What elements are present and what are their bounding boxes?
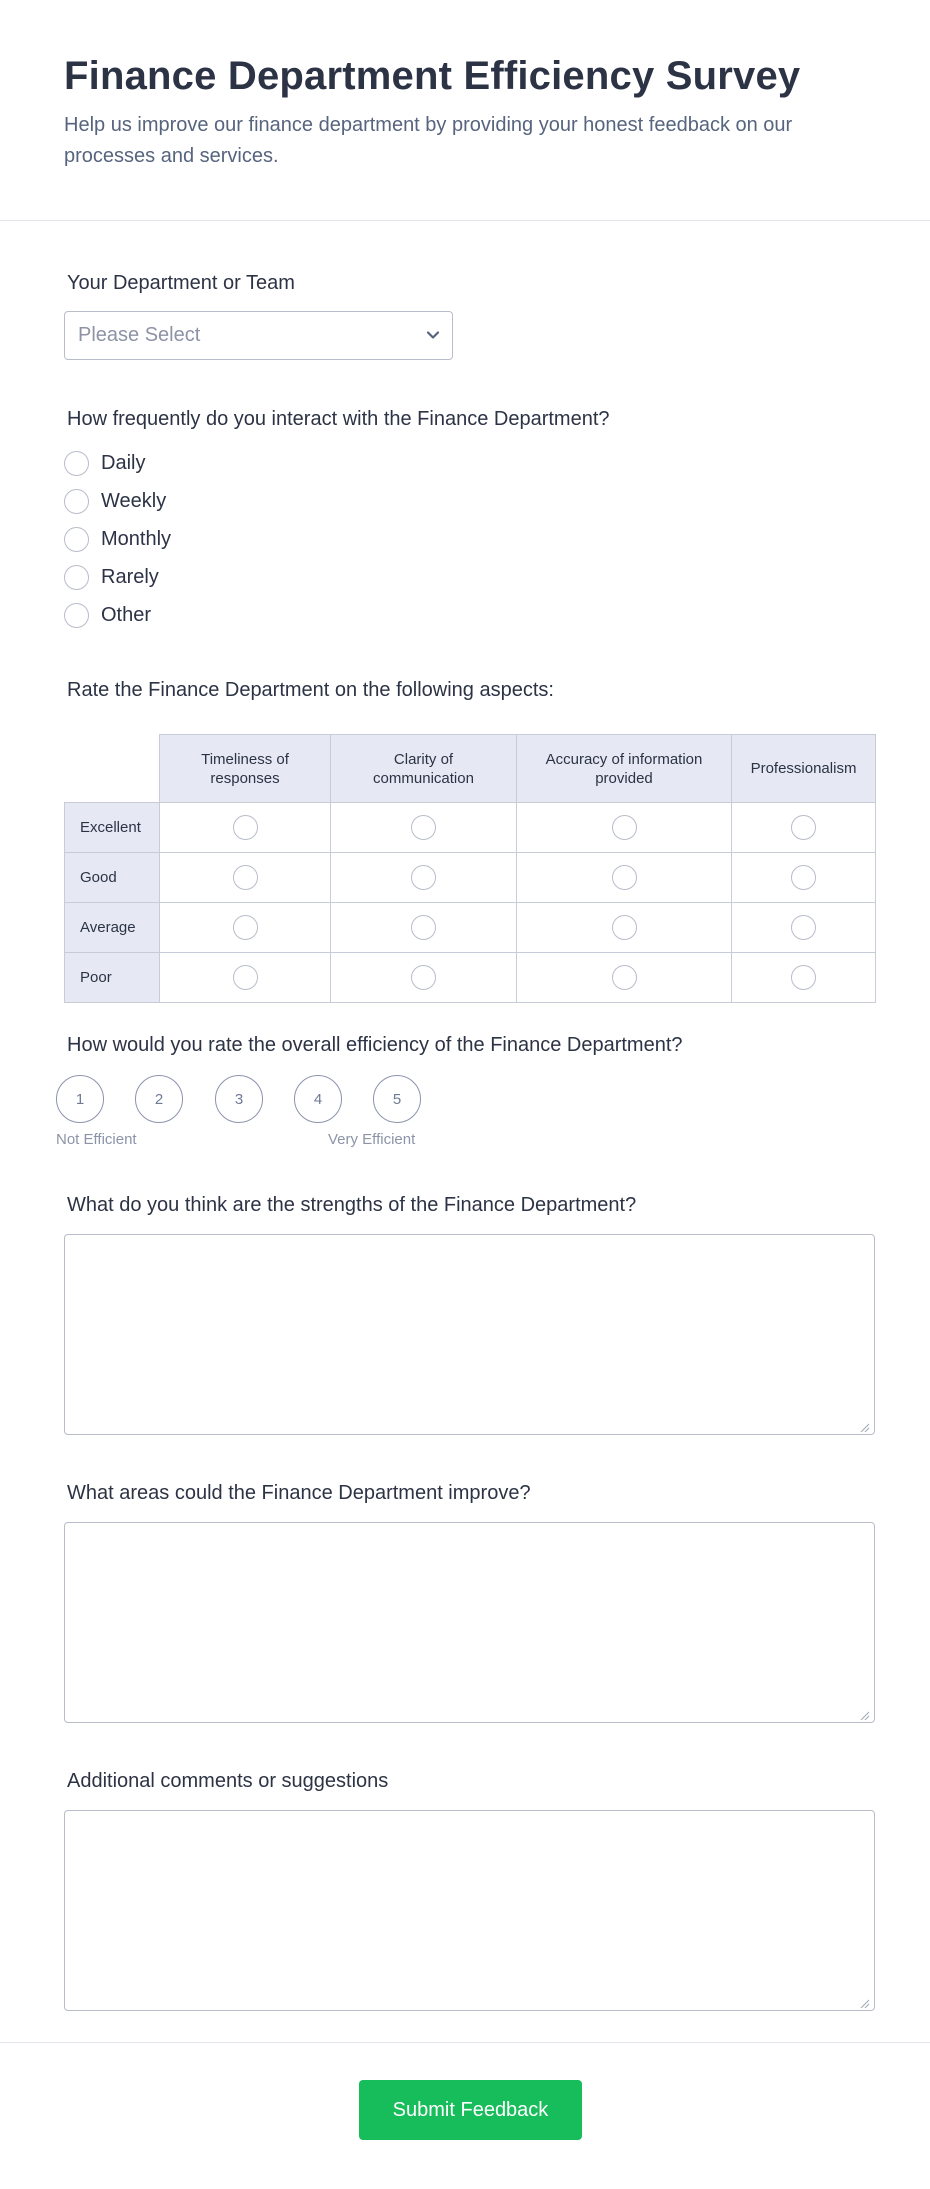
efficiency-label: How would you rate the overall efficiency of the Finance Department? [67, 1034, 683, 1056]
improve-question [64, 1480, 876, 1725]
matrix-row-excellent [65, 803, 876, 853]
radio-circle[interactable] [64, 565, 89, 590]
radio-circle[interactable] [612, 865, 637, 890]
matrix-corner [65, 735, 160, 803]
matrix-cell[interactable] [160, 903, 331, 953]
scale-option-5[interactable]: 5 [373, 1075, 421, 1123]
comments-label: Additional comments or suggestions [67, 1770, 389, 1792]
chevron-down-icon [426, 328, 440, 342]
frequency-option-label: Other [101, 603, 152, 626]
radio-circle[interactable] [791, 965, 816, 990]
improve-textarea[interactable] [64, 1522, 875, 1723]
matrix-row-label: Excellent [65, 803, 160, 853]
frequency-option-monthly[interactable] [64, 526, 171, 552]
resize-handle-icon[interactable] [860, 1999, 870, 2009]
radio-circle[interactable] [411, 865, 436, 890]
radio-circle[interactable] [411, 915, 436, 940]
matrix-cell[interactable] [732, 853, 876, 903]
matrix-cell[interactable] [331, 953, 517, 1003]
frequency-option-rarely[interactable] [64, 564, 159, 590]
frequency-option-label: Monthly [101, 527, 172, 550]
radio-circle[interactable] [612, 815, 637, 840]
matrix-cell[interactable] [160, 953, 331, 1003]
matrix-cell[interactable] [331, 853, 517, 903]
page-subtitle: Help us improve our finance department by providing your honest feedback on our processes and services. [64, 114, 793, 167]
scale-option-4[interactable]: 4 [294, 1075, 342, 1123]
frequency-option-label: Daily [101, 451, 146, 474]
matrix-cell[interactable] [331, 903, 517, 953]
matrix-row-label: Good [65, 853, 160, 903]
radio-circle[interactable] [64, 489, 89, 514]
matrix-column-header: Professionalism [732, 735, 876, 803]
matrix-cell[interactable] [160, 853, 331, 903]
matrix-cell[interactable] [517, 803, 732, 853]
frequency-option-weekly[interactable] [64, 488, 166, 514]
matrix-row-poor [65, 953, 876, 1003]
resize-handle-icon[interactable] [860, 1423, 870, 1433]
scale-option-2[interactable]: 2 [135, 1075, 183, 1123]
matrix-cell[interactable] [160, 803, 331, 853]
form-footer [0, 2042, 930, 2189]
radio-circle[interactable] [791, 915, 816, 940]
efficiency-scale [56, 1075, 456, 1155]
matrix-row-label: Poor [65, 953, 160, 1003]
matrix-cell[interactable] [517, 903, 732, 953]
strengths-textarea[interactable] [64, 1234, 875, 1435]
department-question [64, 270, 876, 365]
matrix-cell[interactable] [732, 803, 876, 853]
radio-circle[interactable] [612, 915, 637, 940]
scale-option-1[interactable]: 1 [56, 1075, 104, 1123]
frequency-option-daily[interactable] [64, 450, 145, 476]
matrix-cell[interactable] [732, 953, 876, 1003]
efficiency-question [56, 1032, 876, 1152]
radio-circle[interactable] [791, 815, 816, 840]
strengths-label: What do you think are the strengths of the Finance Department? [67, 1194, 637, 1216]
matrix-label: Rate the Finance Department on the following aspects: [67, 679, 554, 701]
comments-question [64, 1768, 876, 2013]
radio-circle[interactable] [411, 815, 436, 840]
matrix-row-good [65, 853, 876, 903]
matrix-row-label: Average [65, 903, 160, 953]
matrix-column-header: Clarity of communication [331, 735, 517, 803]
matrix-cell[interactable] [517, 853, 732, 903]
page-title: Finance Department Efficiency Survey [64, 54, 801, 98]
department-select[interactable] [64, 311, 453, 360]
comments-textarea[interactable] [64, 1810, 875, 2011]
matrix-column-header: Timeliness of responses [160, 735, 331, 803]
form-header [0, 0, 930, 221]
radio-circle[interactable] [791, 865, 816, 890]
radio-circle[interactable] [233, 865, 258, 890]
department-label: Your Department or Team [67, 272, 295, 294]
radio-circle[interactable] [64, 451, 89, 476]
radio-circle[interactable] [612, 965, 637, 990]
matrix-cell[interactable] [732, 903, 876, 953]
frequency-option-other[interactable] [64, 602, 151, 628]
rating-matrix [64, 734, 876, 1003]
matrix-cell[interactable] [517, 953, 732, 1003]
matrix-column-header: Accuracy of information provided [517, 735, 732, 803]
matrix-question [64, 677, 876, 1007]
strengths-question [64, 1192, 876, 1437]
radio-circle[interactable] [64, 527, 89, 552]
matrix-row-average [65, 903, 876, 953]
frequency-label: How frequently do you interact with the Finance Department? [67, 408, 610, 430]
scale-max-caption: Very Efficient [328, 1131, 416, 1148]
radio-circle[interactable] [64, 603, 89, 628]
scale-min-caption: Not Efficient [56, 1131, 137, 1148]
radio-circle[interactable] [233, 965, 258, 990]
frequency-option-label: Rarely [101, 565, 159, 588]
department-select-placeholder: Please Select [78, 324, 201, 346]
frequency-question [64, 406, 876, 636]
scale-option-3[interactable]: 3 [215, 1075, 263, 1123]
radio-circle[interactable] [411, 965, 436, 990]
frequency-option-label: Weekly [101, 489, 167, 512]
matrix-cell[interactable] [331, 803, 517, 853]
submit-button[interactable]: Submit Feedback [359, 2080, 582, 2140]
resize-handle-icon[interactable] [860, 1711, 870, 1721]
radio-circle[interactable] [233, 915, 258, 940]
improve-label: What areas could the Finance Department improve? [67, 1482, 531, 1504]
radio-circle[interactable] [233, 815, 258, 840]
